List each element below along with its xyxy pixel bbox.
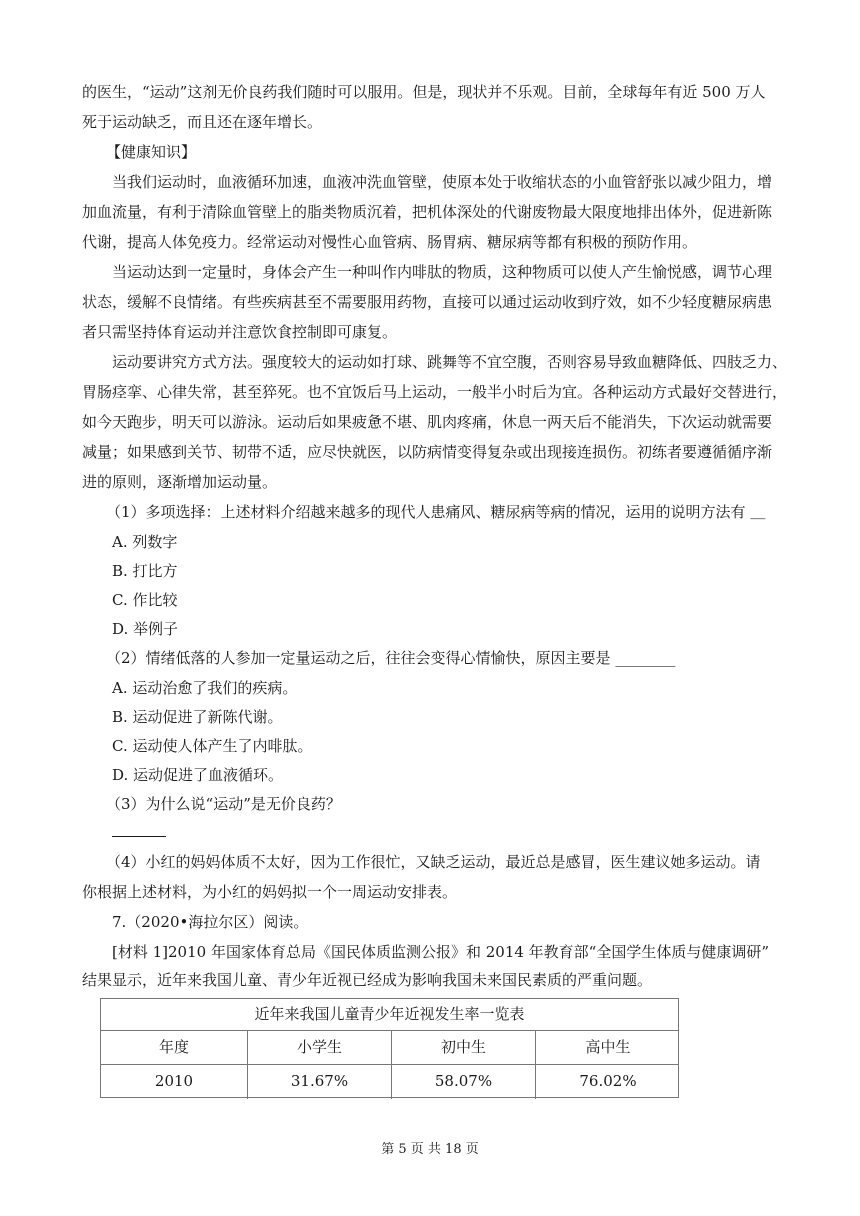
question-4: （4）小红的妈妈体质不太好，因为工作很忙，又缺乏运动，最近总是感冒，医生建议她多运动。请: [106, 853, 761, 871]
q1-option-a[interactable]: A. 列数字: [112, 533, 178, 551]
q2-option-c[interactable]: C. 运动使人体产生了内啡肽。: [112, 737, 313, 755]
q2-option-a[interactable]: A. 运动治愈了我们的疾病。: [112, 679, 298, 697]
page-footer: 第 5 页 共 18 页: [381, 1142, 479, 1157]
table-header-cell: 初中生: [391, 1031, 535, 1064]
q2-option-d[interactable]: D. 运动促进了血液循环。: [112, 766, 284, 784]
paragraph-line: 状态，缓解不良情绪。有些疾病甚至不需要服用药物，直接可以通过运动收到疗效，如不少轻度糖尿病患: [82, 293, 773, 311]
item-7-heading: 7.（2020•海拉尔区）阅读。: [112, 913, 309, 931]
table-header-row: [101, 1031, 678, 1065]
paragraph-line: 的医生，“运动”这剂无价良药我们随时可以服用。但是，现状并不乐观。目前，全球每年有近 500 万人: [82, 83, 766, 101]
paragraph-line: 进的原则，逐渐增加运动量。: [82, 473, 278, 491]
q1-option-d[interactable]: D. 举例子: [112, 620, 179, 638]
paragraph-line: 胃肠痉挛、心律失常，甚至猝死。也不宜饭后马上运动，一般半小时后为宜。各种运动方式最好交替进行，: [82, 383, 788, 401]
q2-option-b[interactable]: B. 运动促进了新陈代谢。: [112, 708, 283, 726]
paragraph-line: 运动要讲究方式方法。强度较大的运动如打球、跳舞等不宜空腹，否则容易导致血糖降低、四肢乏力、: [112, 353, 788, 371]
paragraph-line: 当我们运动时，血液循环加速，血液冲洗血管壁，使原本处于收缩状态的小血管舒张以减少阻力，增: [112, 173, 773, 191]
table-header-cell: 高中生: [535, 1031, 680, 1064]
material-1-line: [材料 1]2010 年国家体育总局《国民体质监测公报》和 2014 年教育部“全国学生体质与健康调研”: [112, 943, 770, 961]
table-cell: 58.07%: [391, 1065, 535, 1099]
table-row: [101, 1065, 678, 1099]
table-caption: 近年来我国儿童青少年近视发生率一览表: [101, 999, 678, 1031]
section-title: 【健康知识】: [106, 143, 197, 161]
paragraph-line: 当运动达到一定量时，身体会产生一种叫作内啡肽的物质，这种物质可以使人产生愉悦感，调节心理: [112, 263, 773, 281]
paragraph-line: 代谢，提高人体免疫力。经常运动对慢性心血管病、肠胃病、糖尿病等都有积极的预防作用。: [82, 233, 698, 251]
question-1: （1）多项选择：上述材料介绍越来越多的现代人患痛风、糖尿病等病的情况，运用的说明方法有 ＿: [106, 503, 766, 521]
q1-option-b[interactable]: B. 打比方: [112, 562, 178, 580]
table-cell: 76.02%: [535, 1065, 680, 1099]
paragraph-line: 死于运动缺乏，而且还在逐年增长。: [82, 113, 323, 131]
myopia-rate-table: [100, 998, 679, 1098]
table-cell: 31.67%: [247, 1065, 391, 1099]
paragraph-line: 如今天跑步，明天可以游泳。运动后如果疲惫不堪、肌肉疼痛，休息一两天后不能消失，下次运动就需要: [82, 413, 773, 431]
table-cell: 2010: [154, 1072, 194, 1090]
question-3: （3）为什么说“运动”是无价良药？: [106, 795, 341, 813]
question-4-line2: 你根据上述材料，为小红的妈妈拟一个一周运动安排表。: [82, 883, 458, 901]
question-2: （2）情绪低落的人参加一定量运动之后，往往会变得心情愉快，原因主要是 ________: [106, 649, 676, 667]
material-1-line: 结果显示，近年来我国儿童、青少年近视已经成为影响我国未来国民素质的严重问题。: [82, 971, 653, 989]
paragraph-line: 者只需坚持体育运动并注意饮食控制即可康复。: [82, 323, 398, 341]
q1-option-c[interactable]: C. 作比较: [112, 591, 178, 609]
answer-blank-line: [112, 836, 166, 837]
table-header-cell: 小学生: [247, 1031, 391, 1064]
paragraph-line: 减量；如果感到关节、韧带不适，应尽快就医，以防病情变得复杂或出现接连损伤。初练者要遵循循序渐: [82, 443, 773, 461]
paragraph-line: 加血流量，有利于清除血管壁上的脂类物质沉着，把机体深处的代谢废物最大限度地排出体外，促进新陈: [82, 203, 773, 221]
table-header-cell: 年度: [158, 1038, 189, 1056]
